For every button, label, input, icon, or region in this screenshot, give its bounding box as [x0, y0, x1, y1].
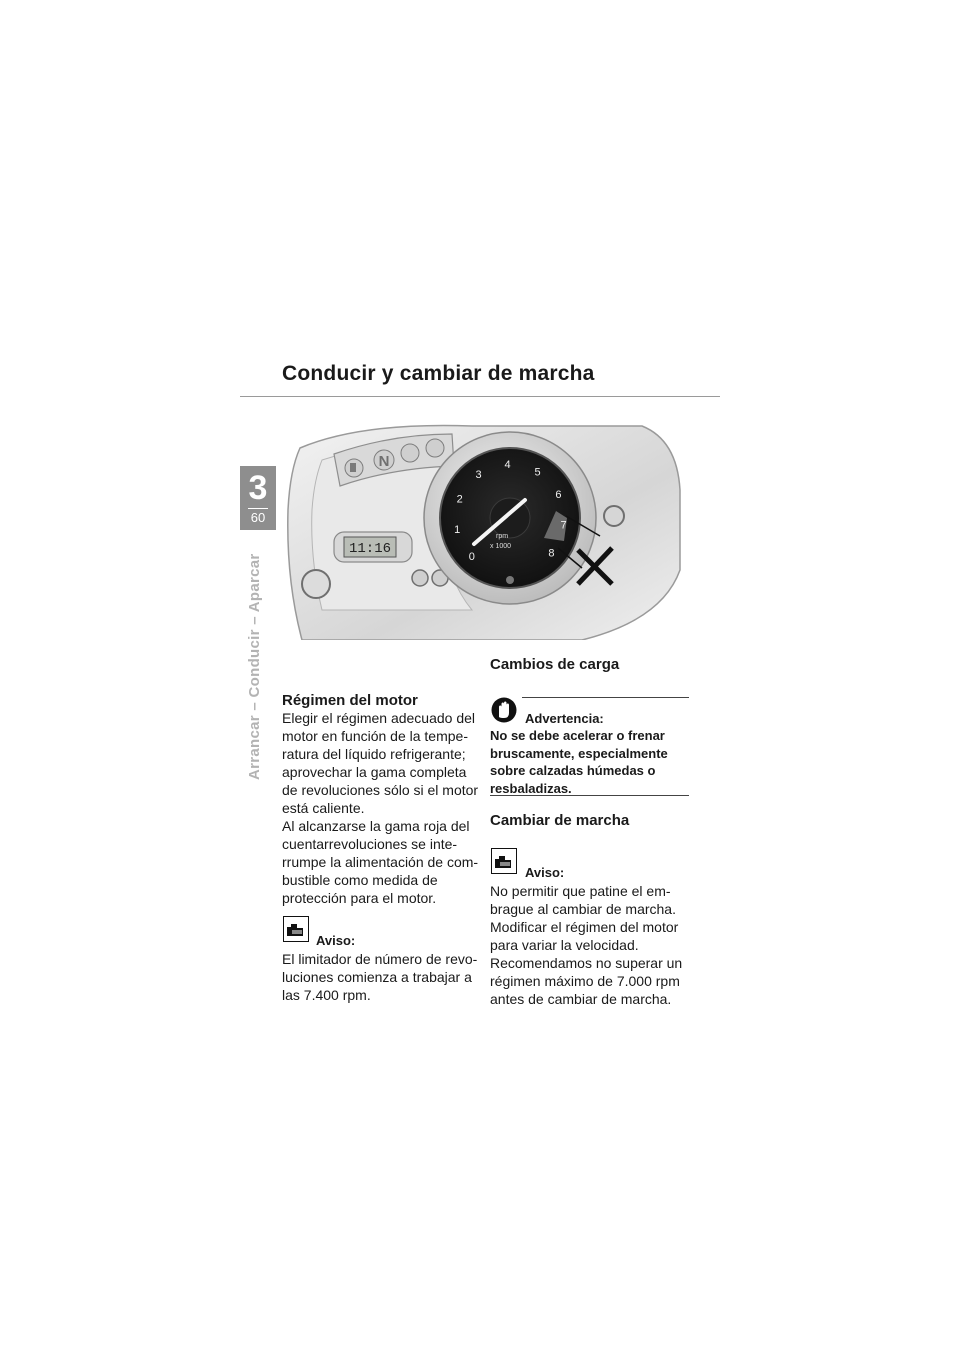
text-line: motor en función de la tempe- — [282, 728, 468, 744]
heading-gear-shifting: Cambiar de marcha — [490, 812, 630, 829]
coolant-lamp-icon — [426, 439, 444, 457]
text-line: de revoluciones sólo si el motor — [282, 782, 479, 798]
tachometer-tick-label: 8 — [548, 547, 555, 560]
instrument-cluster-photo — [282, 420, 684, 640]
text-line: las 7.400 rpm. — [282, 987, 371, 1003]
text-line: Recomendamos no superar un — [490, 955, 683, 971]
text-line: protección para el motor. — [282, 890, 437, 906]
tachometer-unit-rpm: rpm — [496, 533, 509, 540]
page-title: Conducir y cambiar de marcha — [282, 362, 595, 385]
engine-speed-paragraph — [282, 709, 478, 907]
tachometer-tick-label: 7 — [560, 519, 567, 532]
text-line: sobre calzadas húmedas o — [490, 763, 656, 778]
tachometer-tick-label: 4 — [504, 459, 511, 472]
note-paragraph — [282, 950, 477, 1004]
text-line: bruscamente, especialmente — [490, 745, 668, 761]
cluster-button-a — [412, 570, 428, 586]
clock-display — [334, 532, 412, 562]
text-line: No se debe acelerar o frenar — [490, 728, 665, 743]
text-line: para variar la velocidad. — [490, 937, 639, 953]
chapter-tab — [240, 466, 276, 530]
tachometer-tick-label: 0 — [468, 551, 475, 564]
warning-bottom-rule — [490, 795, 689, 796]
section-path-label: Arrancar – Conducir – Aparcar — [246, 553, 263, 780]
tachometer-unit-scale: x 1000 — [490, 543, 512, 550]
text-line: Modificar el régimen del motor — [490, 919, 679, 935]
note-label: Aviso: — [525, 865, 565, 880]
chapter-number: 3 — [248, 469, 268, 507]
note-icon — [283, 916, 309, 942]
tachometer-tick-label: 6 — [555, 489, 562, 502]
gear-shift-note-paragraph — [490, 882, 682, 1008]
page-number: 60 — [250, 510, 266, 525]
cluster-emblem-icon — [506, 576, 514, 584]
text-line: cuentarrevoluciones se inte- — [282, 836, 458, 852]
text-line: aprovechar la gama completa — [282, 764, 467, 780]
tachometer-tick-label: 1 — [454, 524, 461, 537]
text-line: rrumpe la alimentación de com- — [282, 854, 479, 870]
tachometer-tick-label: 3 — [475, 469, 482, 482]
text-line: luciones comienza a trabajar a — [282, 969, 472, 985]
text-line: bustible como medida de — [282, 872, 438, 888]
warning-top-rule — [522, 697, 689, 698]
text-line: El limitador de número de revo- — [282, 951, 478, 967]
warning-paragraph — [490, 727, 668, 797]
text-line: ratura del líquido refrigerante; — [282, 746, 466, 762]
text-line: Al alcanzarse la gama roja del — [282, 818, 470, 834]
text-line: resbaladizas. — [490, 780, 572, 796]
cluster-button-right — [604, 506, 624, 526]
text-line: régimen máximo de 7.000 rpm — [490, 973, 680, 989]
text-line: brague al cambiar de marcha. — [490, 901, 676, 917]
tachometer-tick-label: 5 — [534, 466, 541, 479]
clock-time: 11:16 — [348, 541, 392, 557]
instrument-cluster-illustration — [282, 420, 684, 640]
warning-label: Advertencia: — [525, 711, 604, 726]
text-line: está caliente. — [282, 800, 365, 816]
note-icon — [491, 848, 517, 874]
text-line: Elegir el régimen adecuado del — [282, 710, 476, 726]
oil-lamp-icon — [401, 444, 419, 462]
tachometer-tick-label: 2 — [456, 493, 463, 506]
cluster-button-left — [302, 570, 330, 598]
text-line: antes de cambiar de marcha. — [490, 991, 672, 1007]
text-line: No permitir que patine el em- — [490, 883, 671, 899]
note-label: Aviso: — [316, 933, 356, 948]
warning-hand-icon — [491, 697, 517, 723]
neutral-lamp-label: N — [378, 453, 390, 470]
fuel-pump-icon — [350, 463, 356, 472]
heading-engine-speed: Régimen del motor — [282, 692, 418, 709]
heading-load-changes: Cambios de carga — [490, 656, 620, 673]
title-divider — [240, 396, 720, 397]
